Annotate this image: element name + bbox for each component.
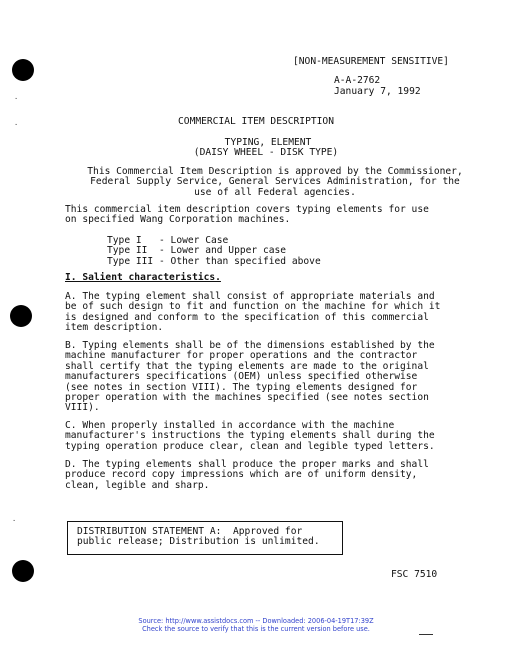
scan-mark: ·	[12, 517, 17, 525]
type-label: Type III	[107, 255, 154, 267]
item-type: (DAISY WHEEL - DISK TYPE)	[193, 147, 339, 158]
footer-source-line: Source: http://www.assistdocs.com -- Downloaded: 2006-04-19T17:39Z	[138, 617, 374, 625]
coverage-line: This commercial item description covers typing elements for use	[65, 204, 429, 215]
scan-mark: ·	[14, 121, 19, 129]
paragraph-line: VIII).	[65, 402, 100, 414]
type-label: Type I	[107, 235, 154, 246]
distribution-statement-box	[67, 521, 343, 555]
paragraph-line: B. Typing elements shall be of the dimensions established by the	[65, 340, 435, 351]
type-label: Type II	[107, 245, 154, 257]
paragraph-b	[65, 341, 435, 414]
approval-statement	[40, 167, 510, 198]
paragraph-line: clean, legible and sharp.	[65, 479, 210, 491]
approval-line: This Commercial Item Description is approved by the Commissioner,	[87, 166, 463, 177]
punch-hole-middle	[10, 305, 32, 327]
distribution-line: DISTRIBUTION STATEMENT A: Approved for	[77, 526, 303, 537]
paragraph-line: shall certify that the typing elements are made to the original	[65, 360, 429, 372]
paragraph-a	[65, 292, 440, 334]
paragraph-line: machine manufacturer for proper operations and the contractor	[65, 350, 418, 362]
sensitivity-label: [NON-MEASUREMENT SENSITIVE]	[293, 56, 449, 67]
section-heading-text: I. Salient characteristics.	[65, 272, 221, 283]
paragraph-line: is designed and conform to the specification of this commercial	[65, 311, 429, 323]
source-footer	[0, 617, 512, 633]
paragraph-line: produce record copy impressions which are of uniform density,	[65, 469, 418, 481]
section-heading	[65, 273, 221, 283]
distribution-line: public release; Distribution is unlimited.	[77, 536, 320, 548]
paragraph-line: manufacturer's instructions the typing elements shall during the	[65, 430, 435, 442]
document-number: A-A-2762	[334, 75, 381, 86]
paragraph-c	[65, 421, 435, 452]
punch-hole-bottom	[12, 560, 34, 582]
coverage-line: on specified Wang Corporation machines.	[65, 214, 291, 226]
paragraph-line: A. The typing element shall consist of appropriate materials and	[65, 291, 435, 302]
type-item	[107, 257, 321, 267]
fsc-code: FSC 7510	[391, 569, 438, 580]
approval-line: Federal Supply Service, General Services Administration, for the	[90, 176, 460, 188]
paragraph-line: typing operation produce clear, clean and legible typed letters.	[65, 440, 435, 452]
footer-check-line: Check the source to verify that this is the current version before use.	[142, 625, 370, 633]
paragraph-line: C. When properly installed in accordance with the machine	[65, 420, 395, 431]
paragraph-line: item description.	[65, 322, 164, 334]
document-date: January 7, 1992	[334, 86, 421, 97]
type-description: - Other than specified above	[159, 255, 321, 267]
item-name: TYPING, ELEMENT	[224, 137, 312, 148]
paragraph-line: D. The typing elements shall produce the proper marks and shall	[65, 459, 429, 470]
paragraph-d	[65, 460, 429, 491]
paragraph-line: manufacturers specifications (OEM) unless specified otherwise	[65, 371, 418, 383]
scan-dash	[419, 634, 433, 635]
scan-mark: ·	[14, 95, 19, 103]
type-description: - Lower Case	[159, 235, 229, 246]
paragraph-line: be of such design to fit and function on the machine for which it	[65, 301, 441, 313]
type-description: - Lower and Upper case	[159, 245, 287, 257]
document-title: COMMERCIAL ITEM DESCRIPTION	[178, 116, 334, 127]
punch-hole-top	[12, 59, 34, 81]
approval-line: use of all Federal agencies.	[194, 186, 356, 198]
paragraph-line: (see notes in section VIII). The typing elements designed for	[65, 381, 418, 393]
types-list	[107, 236, 321, 267]
paragraph-line: proper operation with the machines specified (see notes section	[65, 392, 429, 404]
coverage-statement	[65, 205, 429, 226]
